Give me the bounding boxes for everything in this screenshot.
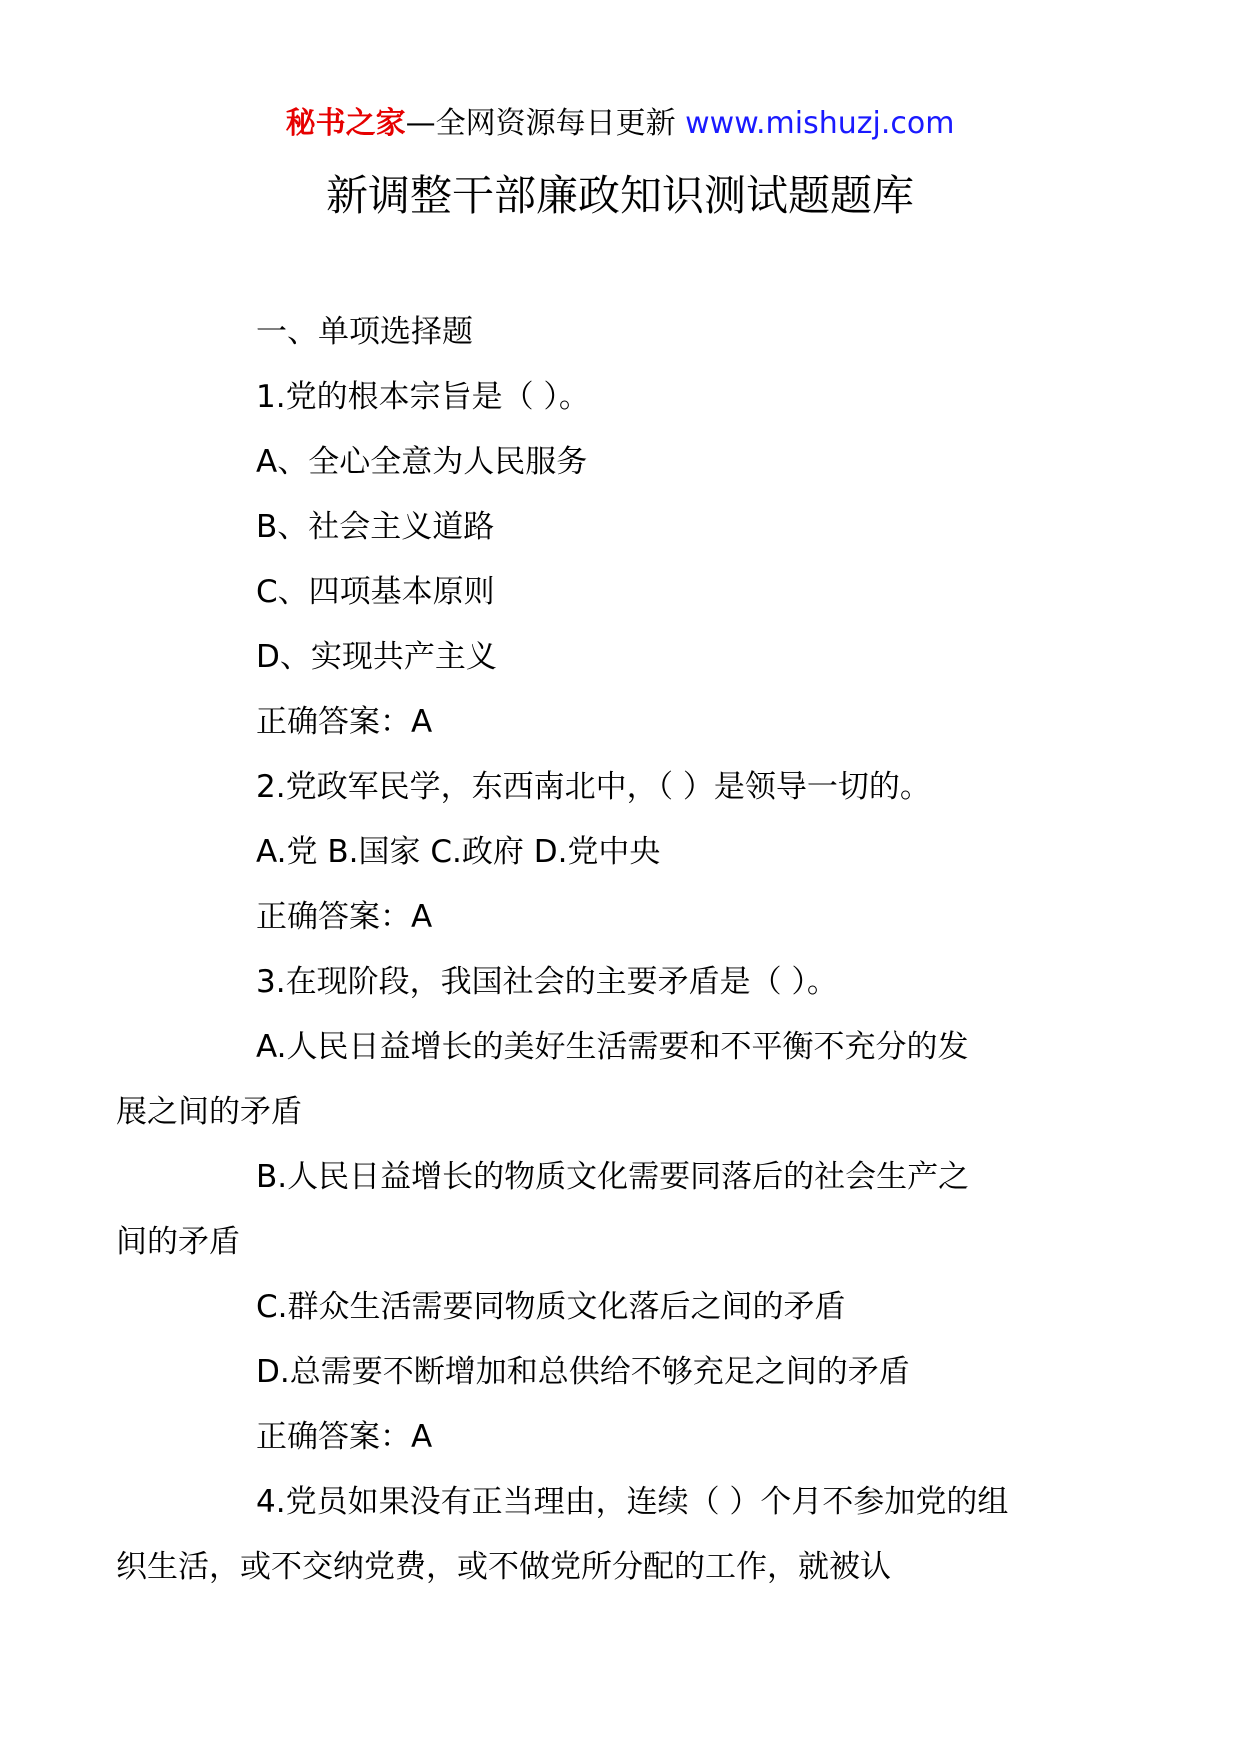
question-3: 3.在现阶段，我国社会的主要矛盾是（ ）。 bbox=[256, 964, 838, 1000]
section-heading: 一、单项选择题 bbox=[256, 314, 473, 350]
question-1: 1.党的根本宗旨是（ ）。 bbox=[256, 379, 590, 415]
question-3-option-d: D.总需要不断增加和总供给不够充足之间的矛盾 bbox=[256, 1354, 910, 1390]
question-2-answer: 正确答案：A bbox=[256, 899, 433, 935]
question-3-option-b-line2: 间的矛盾 bbox=[116, 1224, 240, 1260]
brand-name: 秘书之家 bbox=[285, 106, 406, 141]
header-tagline: —全网资源每日更新 bbox=[405, 106, 676, 141]
question-4 bbox=[116, 1470, 1066, 1600]
question-2-options: A.党 B.国家 C.政府 D.党中央 bbox=[256, 834, 661, 870]
question-3-option-b-line1: B.人民日益增长的物质文化需要同落后的社会生产之 bbox=[256, 1159, 970, 1195]
question-1-option-b: B、社会主义道路 bbox=[256, 509, 495, 545]
document-body bbox=[116, 300, 1066, 1600]
question-4-line1: 4.党员如果没有正当理由，连续（ ）个月不参加党的组 bbox=[256, 1484, 1009, 1520]
question-3-option-c: C.群众生活需要同物质文化落后之间的矛盾 bbox=[256, 1289, 846, 1325]
question-3-option-a-line1: A.人民日益增长的美好生活需要和不平衡不充分的发 bbox=[256, 1029, 969, 1065]
question-2: 2.党政军民学，东西南北中，（ ）是领导一切的。 bbox=[256, 769, 931, 805]
question-1-answer: 正确答案：A bbox=[256, 704, 433, 740]
question-1-option-a: A、全心全意为人民服务 bbox=[256, 444, 588, 480]
question-1-option-d: D、实现共产主义 bbox=[256, 639, 497, 675]
question-3-option-a-line2: 展之间的矛盾 bbox=[116, 1094, 302, 1130]
question-1-option-c: C、四项基本原则 bbox=[256, 574, 495, 610]
question-4-line2: 织生活，或不交纳党费，或不做党所分配的工作，就被认 bbox=[116, 1549, 891, 1585]
question-3-answer: 正确答案：A bbox=[256, 1419, 433, 1455]
document-title: 新调整干部廉政知识测试题题库 bbox=[325, 171, 914, 220]
question-3-option-b bbox=[116, 1145, 1066, 1275]
site-header bbox=[0, 104, 1240, 144]
question-3-option-a bbox=[116, 1015, 1066, 1145]
site-url-link[interactable]: www.mishuzj.com bbox=[685, 106, 955, 141]
